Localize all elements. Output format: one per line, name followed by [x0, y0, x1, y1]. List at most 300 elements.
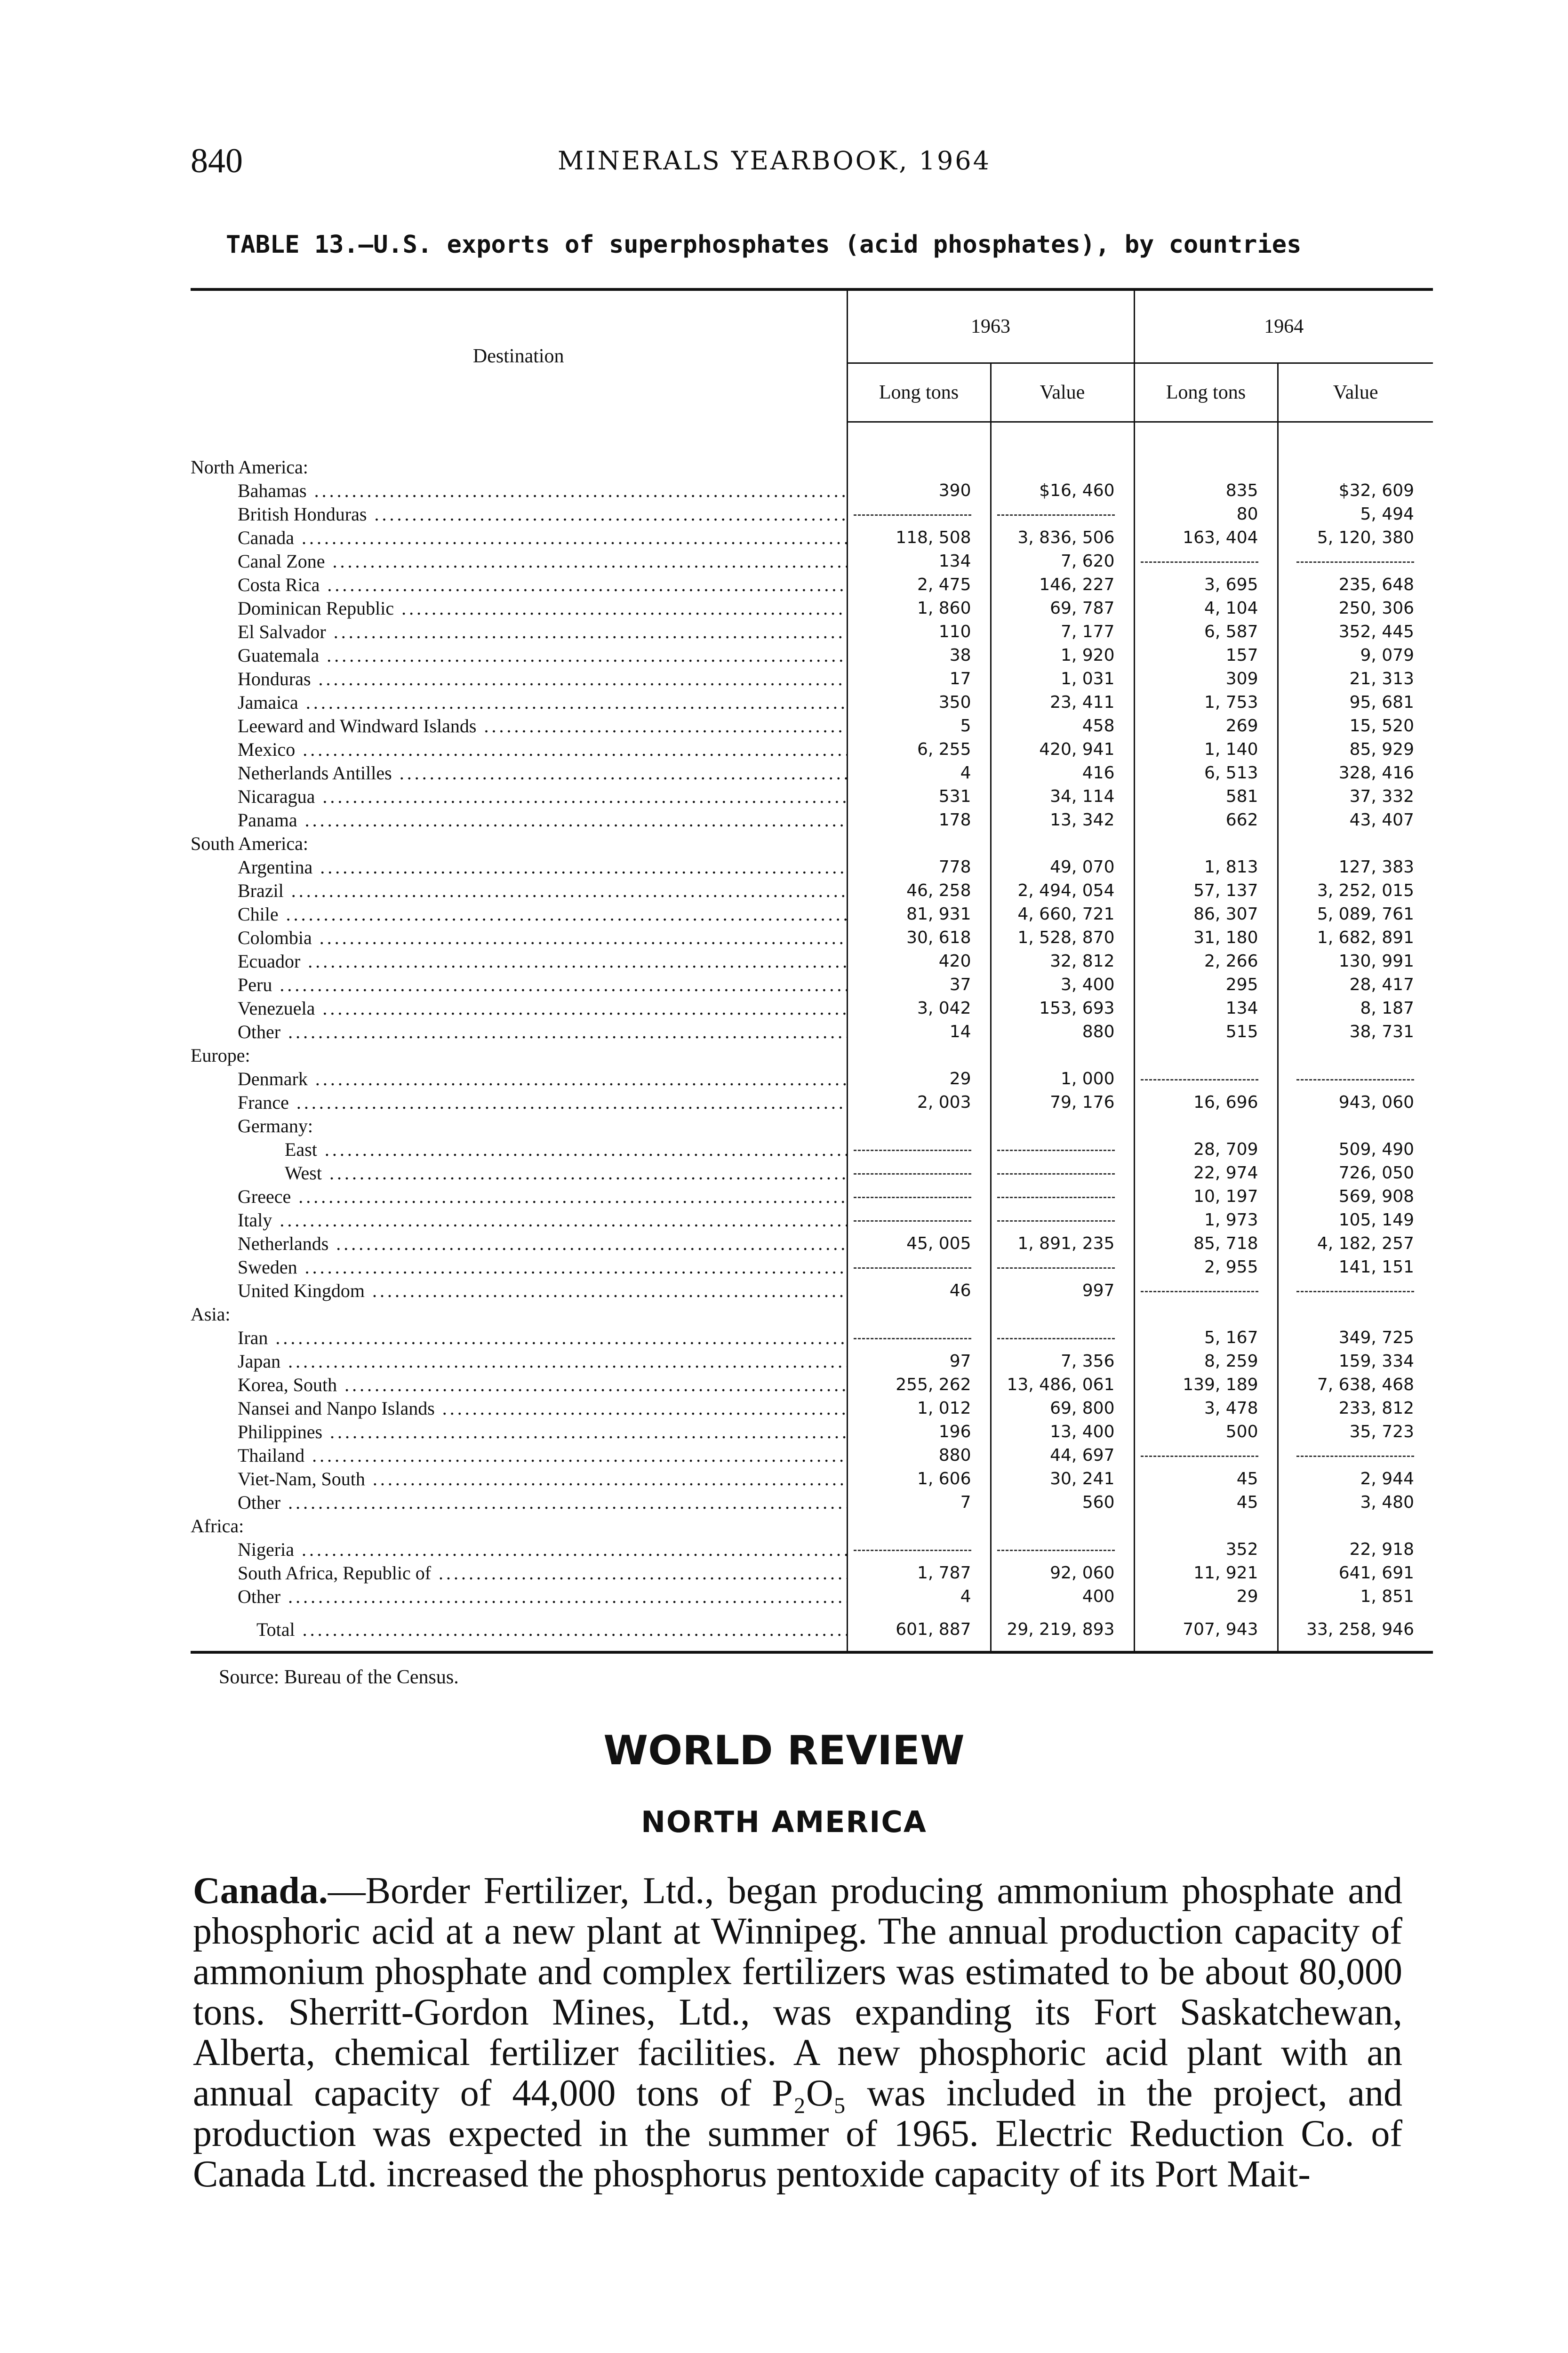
cell-long-tons-1963: 14	[847, 1020, 991, 1044]
cell-value-1964: 4, 182, 257	[1278, 1232, 1433, 1256]
row-label	[191, 997, 847, 1020]
cell-value-1964: 726, 050	[1278, 1161, 1433, 1185]
empty-dash	[1141, 1291, 1258, 1292]
cell-value-1964: 38, 731	[1278, 1020, 1433, 1044]
cell-value-1963: 146, 227	[991, 573, 1134, 597]
cell-value-1964: 328, 416	[1278, 761, 1433, 785]
cell-long-tons-1963: 2, 475	[847, 573, 991, 597]
cell-value-1963	[991, 832, 1134, 856]
cell-long-tons-1964: 6, 513	[1134, 761, 1278, 785]
row-label	[191, 1514, 847, 1538]
cell-long-tons-1964: 309	[1134, 667, 1278, 691]
row-label	[191, 597, 847, 620]
cell-long-tons-1964: 45	[1134, 1467, 1278, 1491]
cell-long-tons-1964: 157	[1134, 644, 1278, 667]
cell-long-tons-1963	[847, 1044, 991, 1067]
row-label-text: Colombia .....	[238, 927, 847, 948]
cell-long-tons-1963: 531	[847, 785, 991, 808]
table-row	[191, 808, 1433, 832]
row-label	[191, 1350, 847, 1373]
table-body	[191, 422, 1433, 1609]
cell-long-tons-1964: 28, 709	[1134, 1138, 1278, 1161]
cell-value-1963	[991, 503, 1134, 526]
cell-value-1963: 880	[991, 1020, 1134, 1044]
cell-long-tons-1963: 1, 860	[847, 597, 991, 620]
cell-long-tons-1964: 3, 478	[1134, 1397, 1278, 1420]
row-label-text: Argentina .....	[238, 856, 847, 878]
total-label	[191, 1609, 847, 1652]
empty-dash	[854, 1220, 971, 1222]
empty-dash	[997, 1173, 1115, 1175]
cell-value-1963	[991, 1044, 1134, 1067]
table-row	[191, 714, 1433, 738]
cell-value-1963: 7, 356	[991, 1350, 1134, 1373]
cell-value-1964: 5, 494	[1278, 503, 1433, 526]
cell-value-1963	[991, 1185, 1134, 1209]
cell-value-1963	[991, 1326, 1134, 1350]
empty-dash	[854, 1267, 971, 1269]
row-label	[191, 1373, 847, 1397]
table-row	[191, 1232, 1433, 1256]
row-label-text: Brazil .....	[238, 880, 847, 901]
row-label-text: Mexico .....	[238, 739, 847, 760]
cell-long-tons-1963: 37	[847, 973, 991, 997]
table-row	[191, 1420, 1433, 1444]
cell-long-tons-1963	[847, 503, 991, 526]
cell-long-tons-1963	[847, 1514, 991, 1538]
cell-long-tons-1963: 1, 787	[847, 1561, 991, 1585]
row-label	[191, 808, 847, 832]
cell-value-1963: 13, 486, 061	[991, 1373, 1134, 1397]
row-label-text: Canada .....	[238, 527, 847, 548]
table-row	[191, 973, 1433, 997]
table-row	[191, 1514, 1433, 1538]
column-header-1964: 1964	[1134, 289, 1433, 363]
row-label-text: Europe:	[191, 1045, 250, 1066]
row-label-text: Asia:	[191, 1304, 231, 1325]
cell-value-1963: 1, 891, 235	[991, 1232, 1134, 1256]
cell-long-tons-1963: 30, 618	[847, 926, 991, 950]
cell-value-1964: 5, 120, 380	[1278, 526, 1433, 550]
cell-long-tons-1963	[847, 1185, 991, 1209]
empty-dash	[854, 514, 971, 516]
cell-value-1964: 21, 313	[1278, 667, 1433, 691]
row-label	[191, 526, 847, 550]
empty-dash	[854, 1150, 971, 1151]
cell-value-1964: 1, 682, 891	[1278, 926, 1433, 950]
cell-long-tons-1963: 2, 003	[847, 1091, 991, 1114]
row-label	[191, 1561, 847, 1585]
row-label-text: West .....	[285, 1162, 847, 1184]
table-row	[191, 1185, 1433, 1209]
table-row	[191, 1138, 1433, 1161]
cell-value-1964: 105, 149	[1278, 1209, 1433, 1232]
cell-value-1964	[1278, 1444, 1433, 1467]
table-row	[191, 1373, 1433, 1397]
total-value-1964: 33, 258, 946	[1278, 1609, 1433, 1652]
row-label	[191, 479, 847, 503]
table-row	[191, 526, 1433, 550]
table-row	[191, 1326, 1433, 1350]
empty-dash	[997, 1220, 1115, 1222]
cell-long-tons-1963	[847, 1161, 991, 1185]
cell-value-1964	[1278, 1514, 1433, 1538]
total-label-text: Total .....	[256, 1619, 847, 1640]
cell-value-1964: 85, 929	[1278, 738, 1433, 761]
row-label	[191, 1397, 847, 1420]
row-label	[191, 1585, 847, 1609]
cell-long-tons-1963: 420	[847, 950, 991, 973]
empty-dash	[1296, 1456, 1414, 1457]
cell-long-tons-1963: 45, 005	[847, 1232, 991, 1256]
row-label	[191, 1091, 847, 1114]
table-row	[191, 903, 1433, 926]
row-label	[191, 856, 847, 879]
cell-value-1963	[991, 1138, 1134, 1161]
table-row	[191, 1114, 1433, 1138]
cell-value-1964: 2, 944	[1278, 1467, 1433, 1491]
table-row	[191, 997, 1433, 1020]
cell-value-1963: 23, 411	[991, 691, 1134, 714]
cell-value-1963: 7, 177	[991, 620, 1134, 644]
row-label	[191, 1420, 847, 1444]
cell-long-tons-1964: 22, 974	[1134, 1161, 1278, 1185]
empty-dash	[854, 1550, 971, 1551]
row-label-text: Dominican Republic .....	[238, 598, 847, 619]
row-label-text: Greece .....	[238, 1186, 847, 1207]
row-label-text: Bahamas .....	[238, 480, 847, 501]
row-label-text: France .....	[238, 1092, 847, 1113]
cell-value-1964: 5, 089, 761	[1278, 903, 1433, 926]
table-row	[191, 1538, 1433, 1561]
table-row	[191, 1044, 1433, 1067]
cell-value-1963: 3, 836, 506	[991, 526, 1134, 550]
empty-dash	[854, 1197, 971, 1198]
empty-dash	[1141, 1079, 1258, 1080]
cell-long-tons-1963: 178	[847, 808, 991, 832]
cell-long-tons-1964: 269	[1134, 714, 1278, 738]
cell-long-tons-1964: 6, 587	[1134, 620, 1278, 644]
exports-table	[191, 288, 1433, 1654]
table-header	[191, 289, 1433, 422]
cell-long-tons-1963: 7	[847, 1491, 991, 1514]
cell-value-1964: 95, 681	[1278, 691, 1433, 714]
empty-dash	[997, 1338, 1115, 1339]
cell-value-1963: 69, 800	[991, 1397, 1134, 1420]
cell-long-tons-1963: 196	[847, 1420, 991, 1444]
table-row	[191, 785, 1433, 808]
table-row	[191, 879, 1433, 903]
cell-long-tons-1964: 2, 955	[1134, 1256, 1278, 1279]
cell-value-1964: $32, 609	[1278, 479, 1433, 503]
cell-value-1964	[1278, 1067, 1433, 1091]
column-header-value-1964: Value	[1278, 363, 1433, 422]
cell-long-tons-1963	[847, 1138, 991, 1161]
cell-value-1963: 30, 241	[991, 1467, 1134, 1491]
cell-value-1964: 233, 812	[1278, 1397, 1433, 1420]
cell-long-tons-1963: 134	[847, 550, 991, 573]
row-label-text: Africa:	[191, 1515, 244, 1537]
cell-value-1963: 153, 693	[991, 997, 1134, 1020]
cell-value-1963: 997	[991, 1279, 1134, 1303]
cell-value-1963: 3, 400	[991, 973, 1134, 997]
empty-dash	[1296, 1291, 1414, 1292]
row-label-text: Denmark .....	[238, 1068, 847, 1089]
cell-long-tons-1963: 778	[847, 856, 991, 879]
cell-long-tons-1964	[1134, 1114, 1278, 1138]
body-text-canada: —Border Fertilizer, Ltd., began producing ammonium phosphate and phosphoric acid at a new plant at Winnipeg. The annual production capacity of ammonium phosphate and complex fertilizers was estimated to be about 80,000 tons. Sherritt-Gordon Mines, Ltd., was expanding its Fort Saskatchewan, Alberta, chemical fertilizer facilities. A new phosphoric acid plant with an annual capacity of 44,000 tons of P₂O₅ was included in the project, and production was expected in the summer of 1965. Electric Reduction Co. of Canada Ltd. increased the phosphorus pentoxide capacity of its Port Mait-	[193, 1870, 1402, 2195]
row-label	[191, 1185, 847, 1209]
table-row	[191, 667, 1433, 691]
cell-value-1963: 79, 176	[991, 1091, 1134, 1114]
cell-long-tons-1963: 880	[847, 1444, 991, 1467]
table-source-note: Source: Bureau of the Census.	[219, 1666, 459, 1688]
table-row	[191, 1209, 1433, 1232]
cell-long-tons-1964: 1, 140	[1134, 738, 1278, 761]
cell-value-1964: 349, 725	[1278, 1326, 1433, 1350]
row-label-text: Guatemala .....	[238, 645, 847, 666]
row-label	[191, 903, 847, 926]
row-label-text: Chile .....	[238, 904, 847, 925]
table-row	[191, 738, 1433, 761]
row-label	[191, 761, 847, 785]
cell-value-1963: 2, 494, 054	[991, 879, 1134, 903]
cell-value-1964: 569, 908	[1278, 1185, 1433, 1209]
cell-long-tons-1963: 4	[847, 1585, 991, 1609]
cell-value-1964: 7, 638, 468	[1278, 1373, 1433, 1397]
column-header-long-tons-1963: Long tons	[847, 363, 991, 422]
cell-value-1964: 141, 151	[1278, 1256, 1433, 1279]
empty-dash	[997, 514, 1115, 516]
cell-long-tons-1964: 85, 718	[1134, 1232, 1278, 1256]
table-row	[191, 550, 1433, 573]
cell-value-1964: 37, 332	[1278, 785, 1433, 808]
cell-long-tons-1964: 80	[1134, 503, 1278, 526]
cell-value-1963: 44, 697	[991, 1444, 1134, 1467]
row-label	[191, 738, 847, 761]
table-row	[191, 1444, 1433, 1467]
table-row	[191, 926, 1433, 950]
cell-long-tons-1963	[847, 832, 991, 856]
cell-long-tons-1963: 6, 255	[847, 738, 991, 761]
cell-value-1964: 1, 851	[1278, 1585, 1433, 1609]
table-row	[191, 644, 1433, 667]
cell-value-1964: 3, 252, 015	[1278, 879, 1433, 903]
cell-long-tons-1964: 2, 266	[1134, 950, 1278, 973]
row-label-text: Peru .....	[238, 974, 847, 995]
cell-value-1964: 15, 520	[1278, 714, 1433, 738]
cell-long-tons-1964	[1134, 1044, 1278, 1067]
cell-long-tons-1964: 57, 137	[1134, 879, 1278, 903]
cell-value-1964: 8, 187	[1278, 997, 1433, 1020]
cell-value-1963: 69, 787	[991, 597, 1134, 620]
cell-long-tons-1963	[847, 456, 991, 479]
cell-long-tons-1964	[1134, 456, 1278, 479]
row-label	[191, 950, 847, 973]
cell-long-tons-1964: 5, 167	[1134, 1326, 1278, 1350]
cell-value-1964: 35, 723	[1278, 1420, 1433, 1444]
empty-dash	[1141, 1456, 1258, 1457]
cell-long-tons-1964: 1, 973	[1134, 1209, 1278, 1232]
table-row	[191, 1467, 1433, 1491]
cell-value-1963: $16, 460	[991, 479, 1134, 503]
row-label	[191, 879, 847, 903]
row-label-text: Leeward and Windward Islands .....	[238, 715, 847, 736]
row-label-text: Other .....	[238, 1586, 847, 1607]
cell-value-1963: 560	[991, 1491, 1134, 1514]
column-header-long-tons-1964: Long tons	[1134, 363, 1278, 422]
cell-long-tons-1964: 662	[1134, 808, 1278, 832]
total-value-1963: 29, 219, 893	[991, 1609, 1134, 1652]
empty-dash	[997, 1550, 1115, 1551]
subsection-heading-north-america: NORTH AMERICA	[641, 1805, 927, 1839]
cell-value-1963: 1, 920	[991, 644, 1134, 667]
cell-long-tons-1963	[847, 1538, 991, 1561]
cell-long-tons-1963: 255, 262	[847, 1373, 991, 1397]
cell-value-1963: 92, 060	[991, 1561, 1134, 1585]
row-label	[191, 1067, 847, 1091]
cell-long-tons-1963: 110	[847, 620, 991, 644]
row-label-text: Philippines .....	[238, 1421, 847, 1442]
cell-long-tons-1963: 118, 508	[847, 526, 991, 550]
row-label-text: Nicaragua .....	[238, 786, 847, 807]
row-label	[191, 1114, 847, 1138]
row-label	[191, 1020, 847, 1044]
cell-long-tons-1964: 8, 259	[1134, 1350, 1278, 1373]
table-row	[191, 573, 1433, 597]
row-label-text: North America:	[191, 456, 308, 478]
row-label-text: Viet-Nam, South .....	[238, 1468, 847, 1489]
cell-long-tons-1963: 38	[847, 644, 991, 667]
row-label	[191, 785, 847, 808]
column-header-destination: Destination	[191, 289, 847, 422]
row-label-text: Italy .....	[238, 1209, 847, 1231]
cell-long-tons-1963: 4	[847, 761, 991, 785]
table-row	[191, 1091, 1433, 1114]
row-label-text: Nansei and Nanpo Islands .....	[238, 1398, 847, 1419]
cell-value-1964	[1278, 456, 1433, 479]
table-spacer	[191, 422, 1433, 456]
cell-long-tons-1963: 390	[847, 479, 991, 503]
cell-long-tons-1964	[1134, 1067, 1278, 1091]
cell-long-tons-1964: 31, 180	[1134, 926, 1278, 950]
cell-long-tons-1964: 139, 189	[1134, 1373, 1278, 1397]
row-label-text: United Kingdom .....	[238, 1280, 847, 1301]
row-label-text: Thailand .....	[238, 1445, 847, 1466]
row-label	[191, 1256, 847, 1279]
cell-long-tons-1964: 163, 404	[1134, 526, 1278, 550]
cell-value-1963: 1, 528, 870	[991, 926, 1134, 950]
cell-long-tons-1963: 1, 606	[847, 1467, 991, 1491]
row-label-text: Netherlands Antilles .....	[238, 762, 847, 784]
row-label	[191, 644, 847, 667]
empty-dash	[1296, 561, 1414, 563]
cell-long-tons-1963: 17	[847, 667, 991, 691]
empty-dash	[1141, 561, 1258, 563]
column-header-1963: 1963	[847, 289, 1134, 363]
cell-value-1963: 34, 114	[991, 785, 1134, 808]
cell-long-tons-1964: 45	[1134, 1491, 1278, 1514]
row-label	[191, 573, 847, 597]
row-label	[191, 973, 847, 997]
row-label	[191, 1044, 847, 1067]
empty-dash	[997, 1197, 1115, 1198]
cell-long-tons-1964: 835	[1134, 479, 1278, 503]
row-label-text: Costa Rica .....	[238, 574, 847, 595]
table-row	[191, 456, 1433, 479]
cell-long-tons-1964: 1, 753	[1134, 691, 1278, 714]
row-label	[191, 456, 847, 479]
cell-value-1964	[1278, 1279, 1433, 1303]
cell-value-1963: 400	[991, 1585, 1134, 1609]
cell-long-tons-1964: 295	[1134, 973, 1278, 997]
row-label	[191, 1279, 847, 1303]
cell-value-1963: 4, 660, 721	[991, 903, 1134, 926]
cell-value-1963: 7, 620	[991, 550, 1134, 573]
page-number: 840	[191, 142, 243, 180]
cell-long-tons-1964: 10, 197	[1134, 1185, 1278, 1209]
cell-value-1963: 49, 070	[991, 856, 1134, 879]
cell-value-1964: 22, 918	[1278, 1538, 1433, 1561]
cell-long-tons-1963: 29	[847, 1067, 991, 1091]
cell-value-1963: 13, 400	[991, 1420, 1134, 1444]
row-label-text: Honduras .....	[238, 668, 847, 689]
cell-value-1964: 943, 060	[1278, 1091, 1433, 1114]
cell-value-1963: 32, 812	[991, 950, 1134, 973]
cell-long-tons-1963: 350	[847, 691, 991, 714]
cell-value-1964: 509, 490	[1278, 1138, 1433, 1161]
row-label	[191, 1232, 847, 1256]
table-row	[191, 1020, 1433, 1044]
row-label-text: Korea, South .....	[238, 1374, 847, 1395]
total-long-tons-1963: 601, 887	[847, 1609, 991, 1652]
exports-table-container	[191, 288, 1433, 1654]
empty-dash	[997, 1150, 1115, 1151]
table-row	[191, 691, 1433, 714]
section-heading-world-review: WORLD REVIEW	[603, 1727, 965, 1774]
cell-value-1964: 159, 334	[1278, 1350, 1433, 1373]
row-label	[191, 691, 847, 714]
row-label	[191, 1161, 847, 1185]
empty-dash	[854, 1338, 971, 1339]
empty-dash	[1296, 1079, 1414, 1080]
cell-long-tons-1964: 581	[1134, 785, 1278, 808]
cell-value-1964: 3, 480	[1278, 1491, 1433, 1514]
cell-long-tons-1963: 97	[847, 1350, 991, 1373]
row-label	[191, 714, 847, 738]
cell-long-tons-1964	[1134, 550, 1278, 573]
table-total	[191, 1609, 1433, 1652]
cell-long-tons-1963	[847, 1303, 991, 1326]
cell-long-tons-1964	[1134, 1514, 1278, 1538]
cell-value-1964	[1278, 1303, 1433, 1326]
row-label-text: Iran .....	[238, 1327, 847, 1348]
cell-value-1964	[1278, 832, 1433, 856]
row-label-text: Other .....	[238, 1492, 847, 1513]
cell-long-tons-1964: 1, 813	[1134, 856, 1278, 879]
cell-value-1963	[991, 1538, 1134, 1561]
row-label-text: Jamaica .....	[238, 692, 847, 713]
cell-long-tons-1963: 5	[847, 714, 991, 738]
table-row	[191, 1585, 1433, 1609]
table-row	[191, 503, 1433, 526]
cell-long-tons-1964: 352	[1134, 1538, 1278, 1561]
row-label-text: Panama .....	[238, 809, 847, 831]
running-head: MINERALS YEARBOOK, 1964	[558, 146, 992, 176]
cell-value-1964	[1278, 1114, 1433, 1138]
table-row	[191, 856, 1433, 879]
cell-value-1963	[991, 1303, 1134, 1326]
